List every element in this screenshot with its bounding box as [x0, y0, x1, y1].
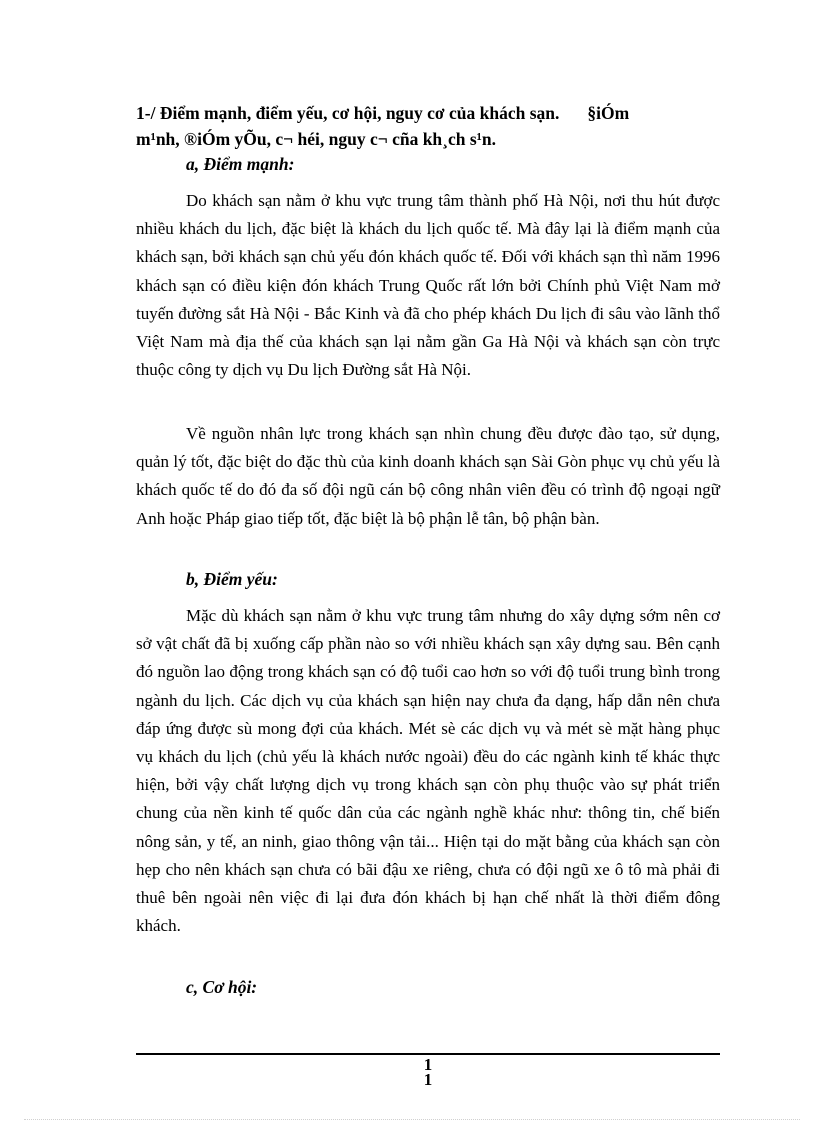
page-boundary-line [24, 1119, 800, 1120]
heading-garbled-text: §iÓm [587, 103, 630, 123]
page-number [400, 1057, 456, 1087]
subheading-strengths: a, Điểm mạnh: [186, 154, 295, 174]
paragraph-strengths-location: Do khách sạn nằm ở khu vực trung tâm thành phố Hà Nội, nơi thu hút được nhiều khách du lịch, đặc biệt là khách du lịch quốc tế. Mà đây lại là điểm mạnh của khách sạn, bởi khách sạn chủ yếu đón khách quốc tế. Đối với khách sạn thì năm 1996 khách sạn có điều kiện đón khách Trung Quốc rất lớn bởi Chính phủ Việt Nam mở tuyến đường sắt Hà Nội - Bắc Kinh và đã cho phép khách Du lịch đi sâu vào lãnh thổ Việt Nam mà địa thế của khách sạn lại nằm gần Ga Hà Nội và khách sạn còn trực thuộc công ty dịch vụ Du lịch Đường sắt Hà Nội. [136, 191, 720, 380]
subheading-weaknesses: b, Điểm yếu: [186, 569, 278, 589]
heading-line-2: m¹nh, ®iÓm yÕu, c¬ héi, nguy c¬ cña kh¸ch s¹n. [136, 129, 497, 149]
section-heading [136, 100, 726, 152]
page-number-top: 1 1 [423, 1055, 433, 1089]
subheading-opportunities: c, Cơ hội: [186, 977, 258, 997]
heading-text: 1-/ Điểm mạnh, điểm yếu, cơ hội, nguy cơ của khách sạn. [136, 103, 560, 123]
paragraph-weaknesses: Mặc dù khách sạn nằm ở khu vực trung tâm nhưng do xây dựng sớm nên cơ sở vật chất đã bị xuống cấp phần nào so với nhiều khách sạn xây dựng sau. Bên cạnh đó nguồn lao động trong khách sạn có độ tuổi cao hơn so với độ tuổi trung bình trong ngành du lịch. Các dịch vụ của khách sạn hiện nay chưa đa dạng, hấp dẫn nên chưa đáp ứng được sù mong đợi của khách. Mét sè các dịch vụ và mét sè mặt hàng phục vụ khách du lịch (chủ yếu là khách nước ngoài) đều do các ngành kinh tế khác thực hiện, bởi vậy chất lượng dịch vụ trong khách sạn còn phụ thuộc vào sự phát triển chung của nền kinh tế quốc dân của các ngành nghề khác như: thông tin, chế biến nông sản, y tế, an ninh, giao thông vận tải... Hiện tại do mặt bằng của khách sạn còn hẹp cho nên khách sạn chưa có bãi đậu xe riêng, chưa có đội ngũ xe ô tô mà phải đi thuê bên ngoài nên việc đi lại đưa đón khách bị hạn chế nhất là thời điểm đông khách. [136, 606, 720, 936]
paragraph-strengths-staff: Về nguồn nhân lực trong khách sạn nhìn chung đều được đào tạo, sử dụng, quản lý tốt, đặc biệt do đặc thù của kinh doanh khách sạn Sài Gòn phục vụ chủ yếu là khách quốc tế do đó đa số đội ngũ cán bộ công nhân viên đều có trình độ ngoại ngữ Anh hoặc Pháp giao tiếp tốt, đặc biệt là bộ phận lễ tân, bộ phận bàn. [136, 424, 720, 528]
heading-line-1 [136, 100, 726, 126]
